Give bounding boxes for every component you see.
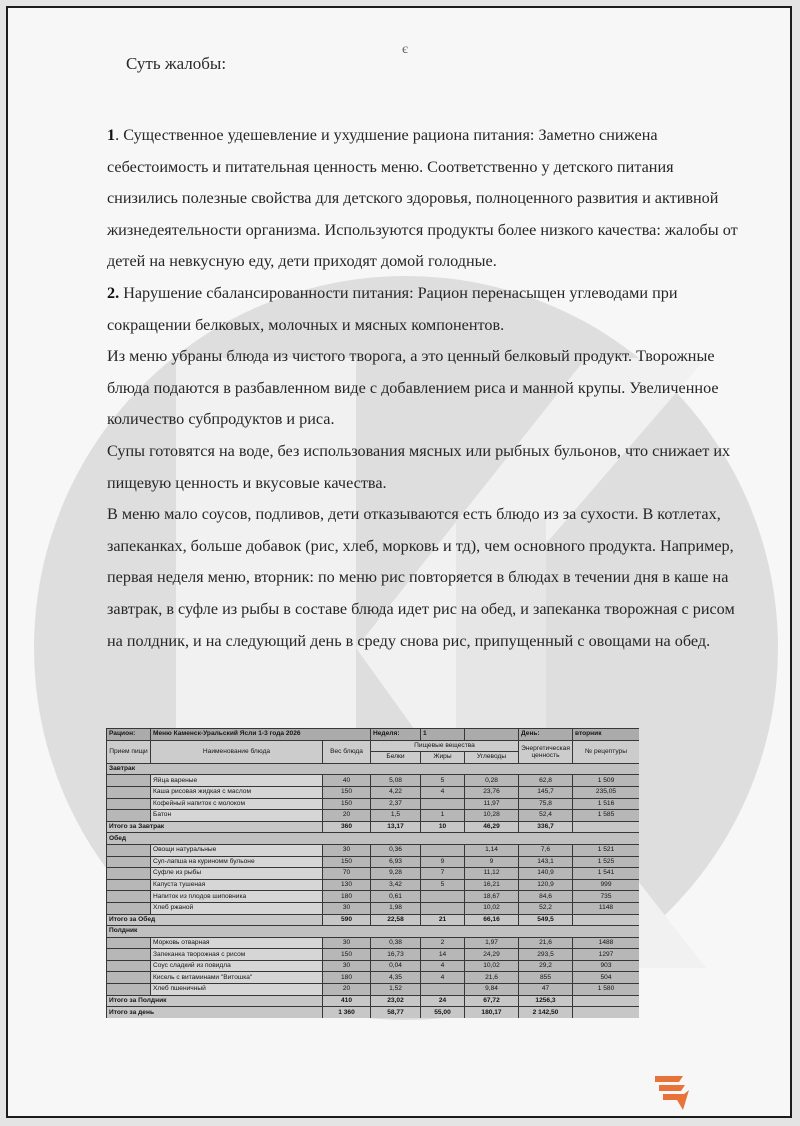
cell-protein: 6,93 xyxy=(371,856,421,868)
total-recipe xyxy=(573,914,640,926)
cell-energy: 75,8 xyxy=(519,798,573,810)
cell-fat: 9 xyxy=(421,856,465,868)
cell-carbs: 18,67 xyxy=(465,891,519,903)
dish-name: Яйца вареные xyxy=(151,775,323,787)
cell-energy: 52,2 xyxy=(519,902,573,914)
meal-cell xyxy=(107,868,151,880)
meal-cell xyxy=(107,984,151,996)
cell-energy: 293,5 xyxy=(519,949,573,961)
meal-cell xyxy=(107,891,151,903)
cell-weight: 180 xyxy=(323,891,371,903)
cell-energy: 140,9 xyxy=(519,868,573,880)
table-row xyxy=(107,960,640,972)
menu-name: Меню Каменск-Уральский Ясли 1-3 года 2026 xyxy=(151,729,371,741)
total-weight: 590 xyxy=(323,914,371,926)
meal-cell xyxy=(107,810,151,822)
paragraph-4 xyxy=(107,436,747,499)
total-recipe xyxy=(573,821,640,833)
total-weight: 410 xyxy=(323,995,371,1007)
cell-weight: 130 xyxy=(323,879,371,891)
cell-recipe: 1 585 xyxy=(573,810,640,822)
cell-energy: 29,2 xyxy=(519,960,573,972)
cell-energy: 143,1 xyxy=(519,856,573,868)
cell-protein: 0,61 xyxy=(371,891,421,903)
day-total-protein: 58,77 xyxy=(371,1007,421,1018)
day-value: вторник xyxy=(573,729,640,741)
meal-section-title: Полдник xyxy=(107,926,640,938)
total-label: Итого за Обед xyxy=(107,914,323,926)
total-energy: 549,5 xyxy=(519,914,573,926)
day-label: День: xyxy=(519,729,573,741)
table-row xyxy=(107,902,640,914)
cell-protein: 9,28 xyxy=(371,868,421,880)
total-fat: 21 xyxy=(421,914,465,926)
cell-weight: 30 xyxy=(323,937,371,949)
cell-recipe: 1 521 xyxy=(573,844,640,856)
cell-fat: 5 xyxy=(421,775,465,787)
meal-cell xyxy=(107,856,151,868)
dish-name: Соус сладкий из повидла xyxy=(151,960,323,972)
meal-section-title: Обед xyxy=(107,833,640,845)
cell-weight: 150 xyxy=(323,786,371,798)
cell-protein: 1,52 xyxy=(371,984,421,996)
cell-weight: 20 xyxy=(323,810,371,822)
cell-weight: 150 xyxy=(323,856,371,868)
cell-weight: 150 xyxy=(323,798,371,810)
cell-recipe: 1 516 xyxy=(573,798,640,810)
cell-fat: 14 xyxy=(421,949,465,961)
dish-name: Суп-лапша на куриномм бульоне xyxy=(151,856,323,868)
cell-fat xyxy=(421,902,465,914)
cell-weight: 20 xyxy=(323,984,371,996)
section-total-row xyxy=(107,914,640,926)
cell-weight: 150 xyxy=(323,949,371,961)
total-energy: 1256,3 xyxy=(519,995,573,1007)
meal-cell xyxy=(107,879,151,891)
total-carbs: 67,72 xyxy=(465,995,519,1007)
cell-energy: 52,4 xyxy=(519,810,573,822)
col-protein: Белки xyxy=(371,752,421,764)
cell-recipe: 1297 xyxy=(573,949,640,961)
dish-name: Суфле из рыбы xyxy=(151,868,323,880)
cell-weight: 30 xyxy=(323,844,371,856)
day-total-carbs: 180,17 xyxy=(465,1007,519,1018)
meal-cell xyxy=(107,972,151,984)
cell-carbs: 9 xyxy=(465,856,519,868)
table-row xyxy=(107,972,640,984)
cell-fat xyxy=(421,844,465,856)
dish-name: Овощи натуральные xyxy=(151,844,323,856)
meal-cell xyxy=(107,786,151,798)
cell-energy: 21,6 xyxy=(519,937,573,949)
table-row xyxy=(107,937,640,949)
meal-cell xyxy=(107,937,151,949)
meal-cell xyxy=(107,775,151,787)
cell-carbs: 0,28 xyxy=(465,775,519,787)
total-protein: 23,02 xyxy=(371,995,421,1007)
cell-fat: 1 xyxy=(421,810,465,822)
table-row xyxy=(107,879,640,891)
menu-table-scan xyxy=(106,728,639,1018)
week-label: Неделя: xyxy=(371,729,421,741)
paragraph-1 xyxy=(107,120,747,278)
cell-fat xyxy=(421,984,465,996)
col-weight: Вес блюда xyxy=(323,740,371,763)
cell-carbs: 10,02 xyxy=(465,902,519,914)
cell-carbs: 21,6 xyxy=(465,972,519,984)
total-carbs: 46,29 xyxy=(465,821,519,833)
cell-protein: 5,08 xyxy=(371,775,421,787)
cell-protein: 16,73 xyxy=(371,949,421,961)
cell-carbs: 11,97 xyxy=(465,798,519,810)
paragraph-text: . Существенное удешевление и ухудшение рациона питания: Заметно снижена себестоимость и питательная ценность меню. Соответственно у детского питания снизились полезные свойства для детского здоровья, полноценного развития и активной жизнедеятельности организма. Используются продукты более низкого качества: жалобы от детей на невкусную еду, дети приходят домой голодные. xyxy=(107,126,738,271)
cell-recipe: 1 509 xyxy=(573,775,640,787)
dish-name: Морковь отварная xyxy=(151,937,323,949)
menu-table-body xyxy=(107,729,640,1019)
cell-carbs: 1,97 xyxy=(465,937,519,949)
cell-carbs: 24,29 xyxy=(465,949,519,961)
cell-weight: 70 xyxy=(323,868,371,880)
total-recipe xyxy=(573,995,640,1007)
col-nutrients: Пищевые вещества xyxy=(371,740,519,752)
meal-cell xyxy=(107,902,151,914)
cell-energy: 855 xyxy=(519,972,573,984)
cell-protein: 0,04 xyxy=(371,960,421,972)
cell-recipe: 1 541 xyxy=(573,868,640,880)
total-protein: 13,17 xyxy=(371,821,421,833)
cell-recipe: 235,05 xyxy=(573,786,640,798)
dish-name: Кисель с витаминами "Витошка" xyxy=(151,972,323,984)
dish-name: Напиток из плодов шиповника xyxy=(151,891,323,903)
cell-fat: 7 xyxy=(421,868,465,880)
meal-section-row xyxy=(107,926,640,938)
cell-fat: 4 xyxy=(421,960,465,972)
total-fat: 10 xyxy=(421,821,465,833)
cell-carbs: 10,28 xyxy=(465,810,519,822)
cell-protein: 2,37 xyxy=(371,798,421,810)
paragraph-number: 1 xyxy=(107,126,116,144)
meal-cell xyxy=(107,949,151,961)
table-row xyxy=(107,798,640,810)
cell-recipe: 1488 xyxy=(573,937,640,949)
cell-protein: 3,42 xyxy=(371,879,421,891)
paragraph-number: 2. xyxy=(107,283,120,302)
brand-corner-logo-icon xyxy=(653,1070,695,1112)
day-total-weight: 1 360 xyxy=(323,1007,371,1018)
cell-recipe: 735 xyxy=(573,891,640,903)
col-fat: Жиры xyxy=(421,752,465,764)
cell-recipe: 1 525 xyxy=(573,856,640,868)
cell-recipe: 504 xyxy=(573,972,640,984)
paragraph-text: Из меню убраны блюда из чистого творога, а это ценный белковый продукт. Творожные блюда подаются в разбавленном виде с добавлением риса и манной крупы. Увеличенное количество субпродуктов и риса. xyxy=(107,347,719,429)
cell-carbs: 10,02 xyxy=(465,960,519,972)
day-total-label: Итого за день xyxy=(107,1007,323,1018)
meal-cell xyxy=(107,798,151,810)
cell-energy: 145,7 xyxy=(519,786,573,798)
paragraph-3 xyxy=(107,341,747,436)
col-recipe: № рецептуры xyxy=(573,740,640,763)
table-row xyxy=(107,844,640,856)
week-value: 1 xyxy=(421,729,465,741)
cell-carbs: 9,84 xyxy=(465,984,519,996)
paragraph-text: В меню мало соусов, подливов, дети отказываются есть блюдо из за сухости. В котлетах, запеканках, больше добавок (рис, хлеб, морковь и тд), чем основного продукта. Например, первая неделя меню, вторник: по меню рис повторяется в блюдах в течении дня в каше на завтрак, в суфле из рыбы в составе блюда идет рис на обед, и запеканка творожная с рисом на полдник, и на следующий день в среду снова рис, припущенный с овощами на обед. xyxy=(107,505,735,650)
cell-carbs: 16,21 xyxy=(465,879,519,891)
dish-name: Хлеб пшеничный xyxy=(151,984,323,996)
ration-label: Рацион: xyxy=(107,729,151,741)
stray-mark: є xyxy=(402,42,409,57)
cell-recipe: 903 xyxy=(573,960,640,972)
menu-table-header-row xyxy=(107,740,640,752)
dish-name: Запеканка творожная с рисом xyxy=(151,949,323,961)
paragraph-5 xyxy=(107,499,747,657)
meal-section-row xyxy=(107,763,640,775)
paragraph-text: Нарушение сбалансированности питания: Рацион перенасыщен углеводами при сокращении белковых, молочных и мясных компонентов. xyxy=(107,283,678,334)
table-row xyxy=(107,868,640,880)
cell-fat: 5 xyxy=(421,879,465,891)
section-total-row xyxy=(107,821,640,833)
cell-fat xyxy=(421,891,465,903)
cell-energy: 47 xyxy=(519,984,573,996)
total-weight: 360 xyxy=(323,821,371,833)
total-fat: 24 xyxy=(421,995,465,1007)
total-carbs: 66,16 xyxy=(465,914,519,926)
col-meal: Прием пищи xyxy=(107,740,151,763)
cell-weight: 40 xyxy=(323,775,371,787)
cell-energy: 84,6 xyxy=(519,891,573,903)
dish-name: Каша рисовая жидкая с маслом xyxy=(151,786,323,798)
day-total-recipe xyxy=(573,1007,640,1018)
cell-protein: 4,35 xyxy=(371,972,421,984)
cell-energy: 62,8 xyxy=(519,775,573,787)
col-carbs: Углеводы xyxy=(465,752,519,764)
cell-weight: 180 xyxy=(323,972,371,984)
total-protein: 22,58 xyxy=(371,914,421,926)
meal-section-row xyxy=(107,833,640,845)
total-label: Итого за Завтрак xyxy=(107,821,323,833)
day-total-energy: 2 142,50 xyxy=(519,1007,573,1018)
dish-name: Капуста тушеная xyxy=(151,879,323,891)
cell-carbs: 1,14 xyxy=(465,844,519,856)
cell-carbs: 11,12 xyxy=(465,868,519,880)
cell-fat: 4 xyxy=(421,972,465,984)
table-row xyxy=(107,810,640,822)
cell-energy: 120,9 xyxy=(519,879,573,891)
paragraph-text: Супы готовятся на воде, без использования мясных или рыбных бульонов, что снижает их пищевую ценность и вкусовые качества. xyxy=(107,441,731,492)
table-row xyxy=(107,786,640,798)
paragraph-2 xyxy=(107,278,747,341)
cell-carbs: 23,76 xyxy=(465,786,519,798)
meal-cell xyxy=(107,844,151,856)
cell-protein: 1,98 xyxy=(371,902,421,914)
document-page xyxy=(6,6,792,1118)
cell-recipe: 1 580 xyxy=(573,984,640,996)
cell-protein: 4,22 xyxy=(371,786,421,798)
meal-section-title: Завтрак xyxy=(107,763,640,775)
col-dish: Наименование блюда xyxy=(151,740,323,763)
table-row xyxy=(107,775,640,787)
cell-recipe: 1148 xyxy=(573,902,640,914)
day-total-row xyxy=(107,1007,640,1018)
cell-fat xyxy=(421,798,465,810)
dish-name: Кофейный напиток с молоком xyxy=(151,798,323,810)
cell-protein: 1,5 xyxy=(371,810,421,822)
table-row xyxy=(107,984,640,996)
complaint-body xyxy=(107,120,747,657)
section-total-row xyxy=(107,995,640,1007)
cell-protein: 0,38 xyxy=(371,937,421,949)
dish-name: Хлеб ржаной xyxy=(151,902,323,914)
cell-weight: 30 xyxy=(323,902,371,914)
table-row xyxy=(107,856,640,868)
cell-protein: 0,36 xyxy=(371,844,421,856)
dish-name: Батон xyxy=(151,810,323,822)
complaint-heading: Суть жалобы: xyxy=(126,54,227,73)
cell-fat: 4 xyxy=(421,786,465,798)
table-row xyxy=(107,891,640,903)
cell-energy: 7,6 xyxy=(519,844,573,856)
day-total-fat: 55,00 xyxy=(421,1007,465,1018)
cell-weight: 30 xyxy=(323,960,371,972)
menu-table xyxy=(106,728,639,1018)
cell-fat: 2 xyxy=(421,937,465,949)
total-energy: 336,7 xyxy=(519,821,573,833)
cell-recipe: 999 xyxy=(573,879,640,891)
total-label: Итого за Полдник xyxy=(107,995,323,1007)
menu-table-title-row xyxy=(107,729,640,741)
col-energy: Энергетическая ценность xyxy=(519,740,573,763)
table-row xyxy=(107,949,640,961)
meal-cell xyxy=(107,960,151,972)
